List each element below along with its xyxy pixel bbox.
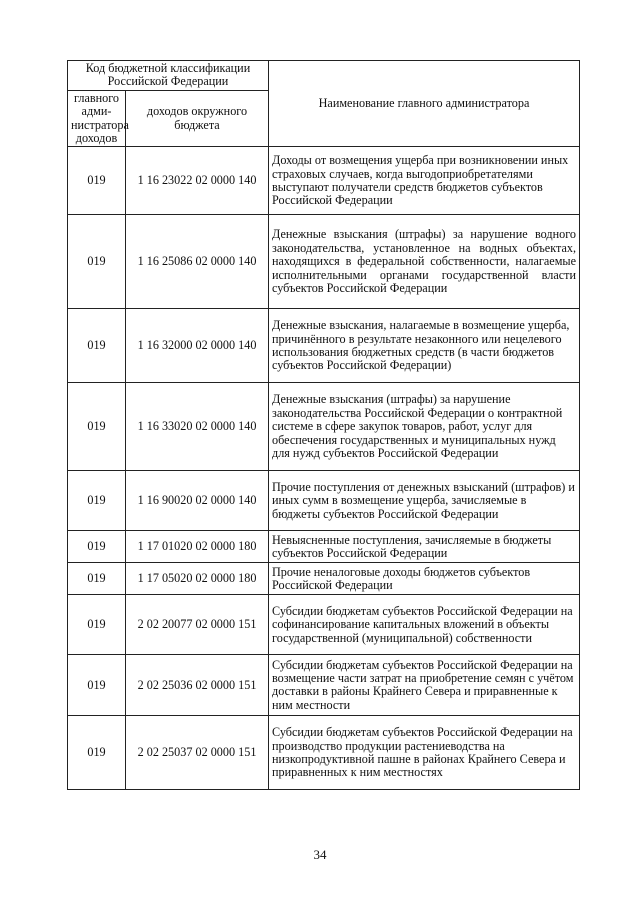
classification-code-header: Код бюджетной классификации Российской Федерации <box>68 61 269 91</box>
admin-code-cell: 019 <box>68 471 126 531</box>
administrator-name-cell: Денежные взыскания (штрафы) за нарушение водного законодательства, установленное на водных объектах, находящихся в федеральной собственности, налагаемые исполнительными органами государственной власти субъектов Российской Федерации <box>269 215 580 309</box>
administrator-name-cell: Прочие неналоговые доходы бюджетов субъектов Российской Федерации <box>269 563 580 595</box>
admin-code-cell: 019 <box>68 215 126 309</box>
admin-code-cell: 019 <box>68 716 126 790</box>
administrator-name-cell: Денежные взыскания, налагаемые в возмещение ущерба, причинённого в результате незаконного или нецелевого использования бюджетных средств (в части бюджетов субъектов Российской Федерации) <box>269 309 580 383</box>
budget-code-cell: 1 16 32000 02 0000 140 <box>126 309 269 383</box>
table-row <box>68 215 580 309</box>
budget-code-cell: 1 16 33020 02 0000 140 <box>126 383 269 471</box>
table-row <box>68 147 580 215</box>
budget-code-cell: 1 16 25086 02 0000 140 <box>126 215 269 309</box>
chief-administrator-header: главного адми-нистратора доходов <box>68 90 126 147</box>
administrator-name-cell: Прочие поступления от денежных взысканий (штрафов) и иных сумм в возмещение ущерба, зачисляемые в бюджеты субъектов Российской Федерации <box>269 471 580 531</box>
budget-code-cell: 1 17 05020 02 0000 180 <box>126 563 269 595</box>
administrator-name-cell: Доходы от возмещения ущерба при возникновении иных страховых случаев, когда выгодоприобретателями выступают получатели средств бюджетов субъектов Российской Федерации <box>269 147 580 215</box>
page-number: 34 <box>313 847 327 862</box>
administrator-name-cell: Субсидии бюджетам субъектов Российской Федерации на производство продукции растениеводства на низкопродуктивной пашне в районах Крайнего Севера и приравненных к ним местностях <box>269 716 580 790</box>
table-row <box>68 309 580 383</box>
admin-code-cell: 019 <box>68 383 126 471</box>
budget-code-cell: 1 17 01020 02 0000 180 <box>126 531 269 563</box>
budget-code-cell: 2 02 25037 02 0000 151 <box>126 716 269 790</box>
admin-code-cell: 019 <box>68 655 126 716</box>
table-row <box>68 716 580 790</box>
admin-code-cell: 019 <box>68 563 126 595</box>
budget-code-cell: 1 16 23022 02 0000 140 <box>126 147 269 215</box>
admin-code-cell: 019 <box>68 595 126 655</box>
table-row <box>68 383 580 471</box>
district-budget-code-header: доходов окружного бюджета <box>126 90 269 147</box>
budget-code-cell: 2 02 25036 02 0000 151 <box>126 655 269 716</box>
table-row <box>68 563 580 595</box>
admin-code-cell: 019 <box>68 531 126 563</box>
table-row <box>68 471 580 531</box>
administrator-name-header: Наименование главного администратора <box>269 61 580 147</box>
table-row <box>68 595 580 655</box>
budget-classification-table <box>67 60 580 790</box>
administrator-name-cell: Денежные взыскания (штрафы) за нарушение законодательства Российской Федерации о контрактной системе в сфере закупок товаров, работ, услуг для обеспечения государственных и муниципальных нужд для нужд субъектов Российской Федерации <box>269 383 580 471</box>
table-row <box>68 531 580 563</box>
administrator-name-cell: Невыясненные поступления, зачисляемые в бюджеты субъектов Российской Федерации <box>269 531 580 563</box>
admin-code-cell: 019 <box>68 147 126 215</box>
administrator-name-cell: Субсидии бюджетам субъектов Российской Федерации на возмещение части затрат на приобретение семян с учётом доставки в районы Крайнего Севера и приравненные к ним местности <box>269 655 580 716</box>
budget-code-cell: 1 16 90020 02 0000 140 <box>126 471 269 531</box>
admin-code-cell: 019 <box>68 309 126 383</box>
table-row <box>68 655 580 716</box>
budget-code-cell: 2 02 20077 02 0000 151 <box>126 595 269 655</box>
administrator-name-cell: Субсидии бюджетам субъектов Российской Федерации на софинансирование капитальных вложений в объекты государственной (муниципальной) собственности <box>269 595 580 655</box>
